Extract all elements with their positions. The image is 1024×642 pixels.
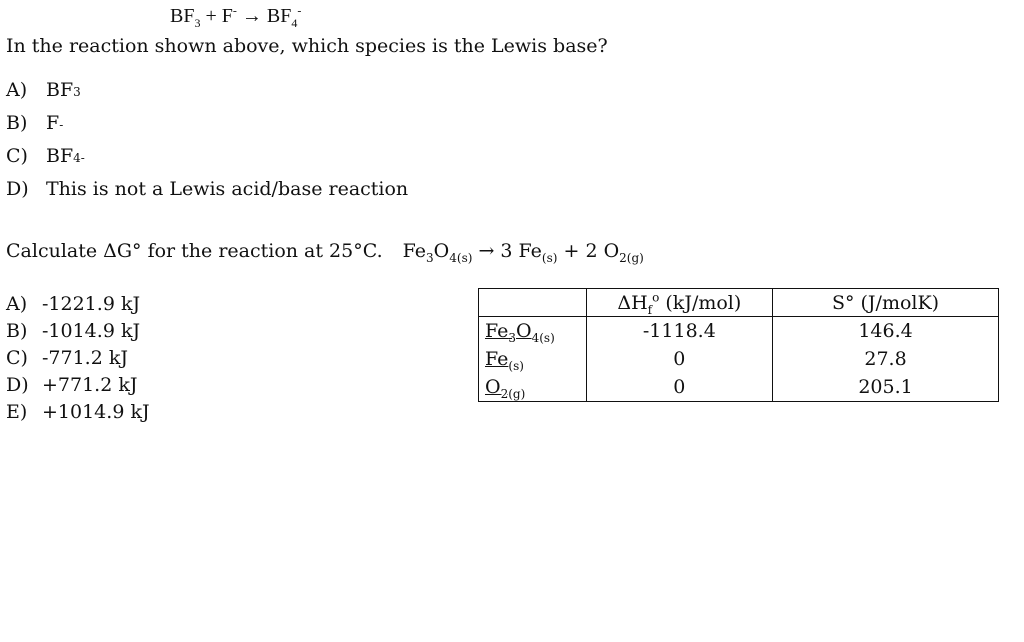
eq-arrow: → 3 Fe	[472, 240, 542, 262]
q2-choice-e[interactable]	[6, 400, 150, 427]
q1-choice-b[interactable]: B) F -	[6, 112, 64, 134]
species: Fe	[485, 320, 509, 342]
header-entropy: S° (J/molK)	[773, 289, 999, 317]
q2-choice-d[interactable]	[6, 373, 150, 400]
species-cell	[479, 317, 587, 346]
eq-arrow-bf4: → BF	[236, 5, 292, 27]
choice-text: +771.2 kJ	[42, 374, 138, 396]
q1-choice-c[interactable]: C) BF 4 -	[6, 145, 85, 167]
table-row	[479, 317, 999, 346]
dh-units: (kJ/mol)	[659, 291, 742, 314]
choice-text: BF	[46, 79, 74, 101]
eq-o: O	[433, 240, 450, 262]
q2-prompt-line	[6, 239, 644, 263]
choice-text: -1221.9 kJ	[42, 293, 141, 315]
eq-sub: 3	[426, 250, 434, 265]
choice-letter: C)	[6, 145, 28, 167]
q2-equation	[403, 239, 644, 263]
eq-bf4-sub: 4	[291, 16, 298, 30]
choice-text: -1014.9 kJ	[42, 320, 141, 342]
s-cell: 146.4	[773, 317, 999, 346]
eq-plus-f: + F	[200, 5, 233, 27]
q1-prompt: In the reaction shown above, which species is the Lewis base?	[6, 35, 608, 57]
species-sub: (s)	[508, 358, 524, 373]
eq-bf4-sup: -	[297, 3, 302, 18]
choice-letter: A)	[6, 79, 28, 101]
species-sub: 2(g)	[500, 386, 526, 401]
dh-cell: -1118.4	[586, 317, 772, 346]
table-row	[479, 373, 999, 402]
dh-symbol: ΔH	[617, 291, 648, 314]
q2-prompt: Calculate ΔG° for the reaction at 25°C.	[6, 240, 383, 262]
q2-choice-a[interactable]	[6, 292, 150, 319]
table-row	[479, 345, 999, 373]
eq-sub: 2(g)	[619, 250, 644, 265]
species-cell	[479, 345, 587, 373]
s-cell: 27.8	[773, 345, 999, 373]
eq-f-sup: -	[232, 3, 237, 18]
eq-fe: Fe	[402, 240, 427, 262]
s-cell: 205.1	[773, 373, 999, 402]
eq-bf3: BF	[170, 5, 195, 27]
dh-cell: 0	[586, 373, 772, 402]
q1-choice-d[interactable]	[6, 177, 408, 210]
eq-sub: 4(s)	[449, 250, 473, 265]
species-sub: 3	[508, 330, 517, 345]
species-sub: 4(s)	[531, 330, 555, 345]
choice-letter: A)	[6, 293, 28, 315]
species: Fe	[485, 348, 509, 370]
header-dhf	[586, 289, 772, 317]
choice-letter: B)	[6, 112, 28, 134]
q2-choice-b[interactable]	[6, 319, 150, 346]
species-cell	[479, 373, 587, 402]
q1-choice-a[interactable]: A) BF 3	[6, 79, 81, 101]
choice-text: -771.2 kJ	[42, 347, 128, 369]
choice-text: This is not a Lewis acid/base reaction	[46, 178, 409, 200]
choice-letter: B)	[6, 320, 28, 342]
q1-equation	[170, 5, 301, 28]
choice-letter: C)	[6, 347, 28, 369]
choice-text: +1014.9 kJ	[42, 401, 150, 423]
choice-text: BF	[46, 145, 74, 167]
thermo-data-table	[478, 288, 999, 402]
species: O	[516, 320, 532, 342]
dh-sup: o	[652, 290, 660, 305]
dh-sub: f	[647, 302, 653, 317]
eq-sub: (s)	[541, 250, 558, 265]
choice-letter: E)	[6, 401, 28, 423]
q1-choices	[6, 78, 408, 210]
table-header-row	[479, 289, 999, 317]
choice-text: F	[46, 112, 60, 134]
eq-plus: + 2 O	[557, 240, 620, 262]
eq-bf3-sub: 3	[194, 16, 201, 30]
species: O	[485, 376, 501, 398]
dh-cell: 0	[586, 345, 772, 373]
q2-choices	[6, 292, 150, 427]
choice-letter: D)	[6, 178, 29, 200]
choice-letter: D)	[6, 374, 29, 396]
q2-choice-c[interactable]	[6, 346, 150, 373]
header-blank	[479, 289, 587, 317]
